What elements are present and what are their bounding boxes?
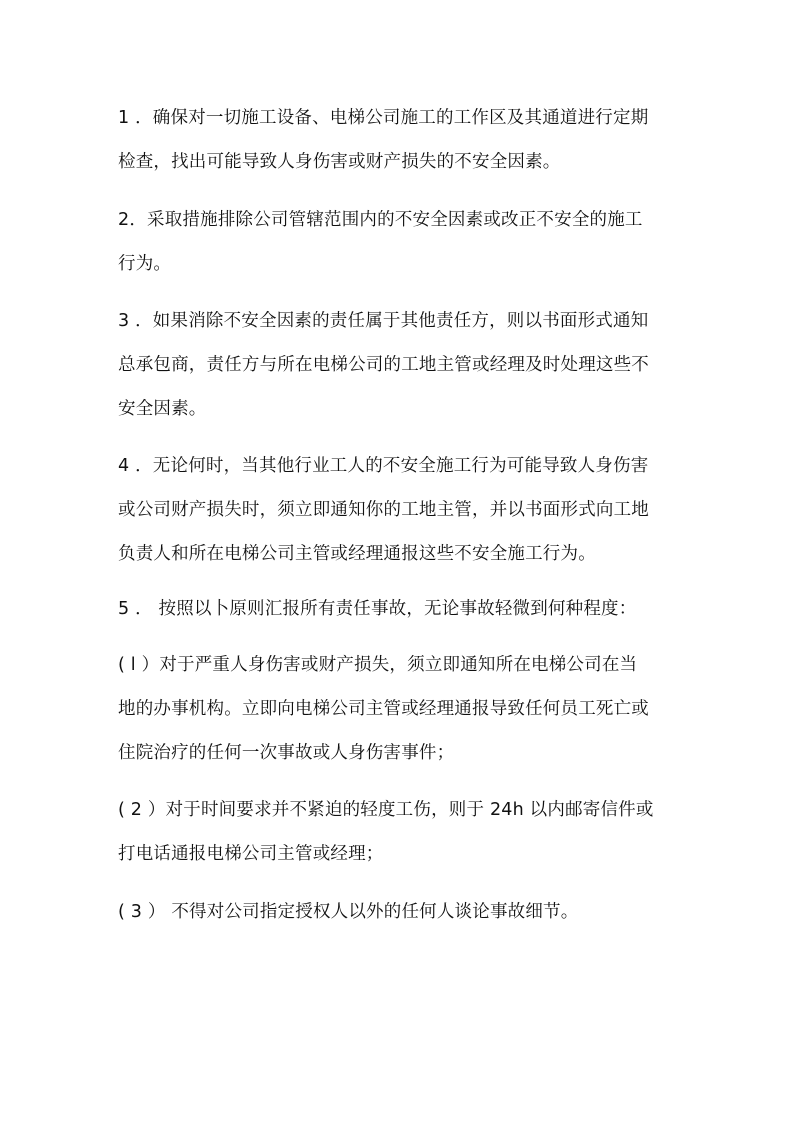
paragraph-4-line-2: 或公司财产损失时，须立即通知你的工地主管，并以书面形式向工地 (118, 500, 649, 520)
paragraph-4-line-1: 4 ．无论何时，当其他行业工人的不安全施工行为可能导致人身伤害 (118, 456, 649, 476)
paragraph-6-line-2: 地的办事机构。立即向电梯公司主管或经理通报导致任何员工死亡或 (118, 699, 649, 719)
paragraph-3-line-2: 总承包商，责任方与所在电梯公司的工地主管或经理及时处理这些不 (118, 355, 649, 375)
paragraph-3-line-3: 安全因素。 (118, 399, 207, 419)
paragraph-8 (118, 890, 680, 934)
paragraph-1 (118, 96, 680, 184)
paragraph-7-line-2: 打电话通报电梯公司主管或经理； (118, 844, 384, 864)
paragraph-4 (118, 444, 680, 576)
paragraph-2-line-2: 行为。 (118, 254, 172, 274)
paragraph-6-line-3: 住院治疗的任何一次事故或人身伤害事件； (118, 743, 455, 763)
paragraph-3 (118, 299, 680, 431)
paragraph-6-line-1: ( l ）对于严重人身伤害或财产损失，须立即通知所在电梯公司在当 (118, 655, 638, 675)
paragraph-1-line-1: 1 ．确保对一切施工设备、电梯公司施工的工作区及其通道进行定期 (118, 108, 649, 128)
paragraph-7-line-1: ( 2 ）对于时间要求并不紧迫的轻度工伤，则于 24h 以内邮寄信件或 (118, 800, 654, 820)
paragraph-3-line-1: 3 ．如果消除不安全因素的责任属于其他责任方，则以书面形式通知 (118, 311, 649, 331)
paragraph-5-line-1: 5 ． 按照以卜原则汇报所有责任事故，无论事故轻微到何种程度： (118, 599, 637, 619)
paragraph-4-line-3: 负责人和所在电梯公司主管或经理通报这些不安全施工行为。 (118, 544, 596, 564)
paragraph-8-line-1: ( 3 ） 不得对公司指定授权人以外的任何人谈论事故细节。 (118, 902, 579, 922)
paragraph-7 (118, 788, 680, 876)
paragraph-6 (118, 643, 680, 775)
paragraph-5 (118, 587, 680, 631)
paragraph-2 (118, 198, 680, 286)
paragraph-1-line-2: 检查，找出可能导致人身伤害或财产损失的不安全因素。 (118, 152, 561, 172)
paragraph-2-line-1: 2．采取措施排除公司管辖范围内的不安全因素或改正不安全的施工 (118, 210, 643, 230)
